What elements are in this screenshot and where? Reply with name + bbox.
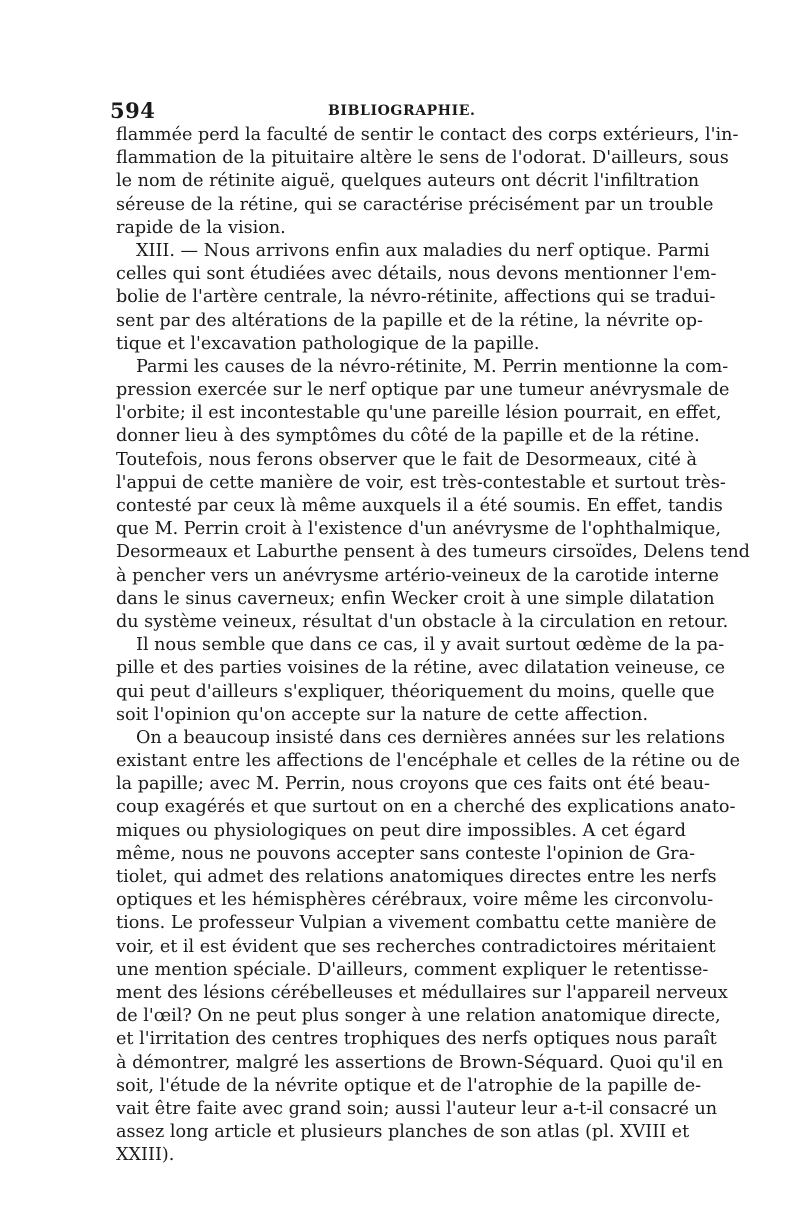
text-line: du système veineux, résultat d'un obstacle à la circulation en retour. [116,611,729,632]
text-line: dans le sinus caverneux; enfin Wecker croit à une simple dilatation [116,588,715,609]
text-line: XXIII). [116,1145,175,1166]
text-line: Il nous semble que dans ce cas, il y avait surtout œdème de la pa- [136,635,725,656]
text-line: qui peut d'ailleurs s'expliquer, théoriquement du moins, quelle que [116,681,715,702]
text-line: pression exercée sur le nerf optique par une tumeur anévrysmale de [116,380,730,401]
text-line: Desormeaux et Laburthe pensent à des tumeurs cirsoïdes, Delens tend [116,542,750,563]
text-line: l'appui de cette manière de voir, est très-contestable et surtout très- [116,472,726,493]
text-line: l'orbite; il est incontestable qu'une pareille lésion pourrait, en effet, [116,403,722,424]
page-header [110,98,685,122]
text-line: optiques et les hémisphères cérébraux, voire même les circonvolu- [116,890,714,911]
text-line: bolie de l'artère centrale, la névro-rétinite, affections qui se tradui- [116,287,716,308]
text-line: soit l'opinion qu'on accepte sur la nature de cette affection. [116,704,649,725]
text-line: assez long article et plusieurs planches de son atlas (pl. XVIII et [116,1122,690,1143]
text-line: flammation de la pituitaire altère le sens de l'odorat. D'ailleurs, sous [116,148,729,169]
text-line: On a beaucoup insisté dans ces dernières années sur les relations [136,727,725,748]
text-line: contesté par ceux là même auxquels il a été soumis. En effet, tandis [116,496,723,516]
text-line: même, nous ne pouvons accepter sans conteste l'opinion de Gra- [116,843,696,864]
text-line: ment des lésions cérébelleuses et médullaires sur l'appareil nerveux [116,982,728,1003]
running-head: BIBLIOGRAPHIE. [328,103,476,119]
text-line: celles qui sont étudiées avec détails, nous devons mentionner l'em- [116,264,717,285]
text-line: la papille; avec M. Perrin, nous croyons que ces faits ont été beau- [116,774,710,795]
text-line: que M. Perrin croit à l'existence d'un anévrysme de l'ophthalmique, [116,519,721,540]
text-line: XIII. — Nous arrivons enfin aux maladies du nerf optique. Parmi [136,240,710,261]
body-text [116,124,750,1167]
text-line: coup exagérés et que surtout on en a cherché des explications anato- [116,797,736,818]
text-line: et l'irritation des centres trophiques des nerfs optiques nous paraît [116,1029,717,1050]
text-line: vait être faite avec grand soin; aussi l'auteur leur a-t-il consacré un [116,1098,718,1119]
text-line: donner lieu à des symptômes du côté de la papille et de la rétine. [116,426,700,447]
text-line: séreuse de la rétine, qui se caractérise précisément par un trouble [116,194,714,215]
text-line: de l'œil? On ne peut plus songer à une relation anatomique directe, [116,1006,721,1027]
text-line: existant entre les affections de l'encéphale et celles de la rétine ou de [116,751,741,772]
text-line: à pencher vers un anévrysme artério-veineux de la carotide interne [116,565,719,586]
text-line: à démontrer, malgré les assertions de Brown-Séquard. Quoi qu'il en [116,1052,724,1073]
text-line: tiolet, qui admet des relations anatomiques directes entre les nerfs [116,867,717,887]
text-line: le nom de rétinite aiguë, quelques auteurs ont décrit l'infiltration [116,171,700,192]
text-line: soit, l'étude de la névrite optique et de l'atrophie de la papille de- [116,1075,702,1096]
text-line: miques ou physiologiques on peut dire impossibles. A cet égard [116,820,686,841]
text-line: sent par des altérations de la papille et de la rétine, la névrite op- [116,310,703,331]
page-number: 594 [110,98,156,123]
text-line: une mention spéciale. D'ailleurs, comment expliquer le retentisse- [116,959,709,980]
text-line: voir, et il est évident que ses recherches contradictoires méritaient [116,936,716,957]
text-line: tions. Le professeur Vulpian a vivement combattu cette manière de [116,913,717,934]
text-line: tique et l'excavation pathologique de la papille. [116,333,540,354]
text-line: flammée perd la faculté de sentir le contact des corps extérieurs, l'in- [116,125,739,145]
text-line: pille et des parties voisines de la rétine, avec dilatation veineuse, ce [116,658,726,679]
text-line: Toutefois, nous ferons observer que le fait de Desormeaux, cité à [116,449,697,470]
text-line: Parmi les causes de la névro-rétinite, M. Perrin mentionne la com- [136,356,729,377]
text-line: rapide de la vision. [116,217,286,238]
